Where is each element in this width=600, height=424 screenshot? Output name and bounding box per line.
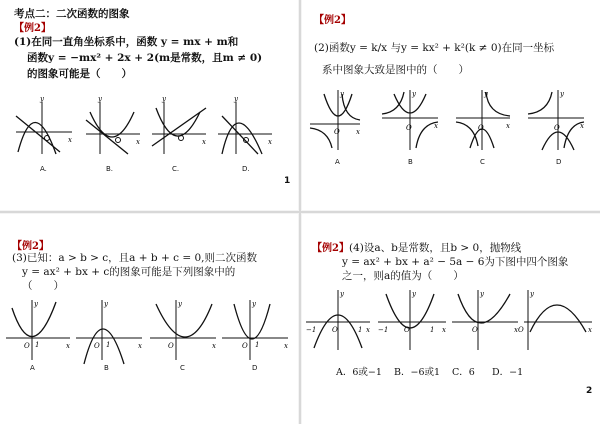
graph-d [528,90,584,150]
svg-text:y: y [340,290,344,298]
svg-text:y: y [340,90,344,98]
slide-3-line-1: (3)已知：a > b > c，且a + b + c = 0,则二次函数 [12,252,257,264]
slide-1-line-2: 函数y = −mx² + 2x + 2(m是常数，且m ≠ 0) [27,52,263,64]
y-label: y [234,95,238,103]
graph-c [150,300,216,360]
svg-text:O: O [478,124,484,132]
svg-text:O: O [332,326,338,334]
option-c-label: C [180,364,185,372]
slide-2 [302,0,600,210]
slide-4 [302,214,600,424]
svg-text:O: O [242,342,248,350]
x-label: x [68,136,72,144]
slide-4-line-1: 【例2】(4)设a、b是常数，且b > 0，抛物线 [312,242,522,254]
svg-text:y: y [560,90,564,98]
graph-c [456,90,510,150]
slide-4-line-3: 之一，则a的值为（ ） [342,270,464,282]
x-label: x [202,138,206,146]
slide-1 [0,0,298,210]
svg-text:1: 1 [255,341,260,349]
graph-b [382,90,438,150]
graph-1 [306,290,370,350]
slide-3-graphs [0,298,298,370]
svg-text:x: x [506,122,510,130]
option-a-label: A. [40,165,47,173]
option-c-label: C. [172,165,180,173]
svg-text:x: x [588,326,592,334]
y-label: y [40,95,44,103]
slide-3-line-2: y = ax² + bx + c的图象可能是下列图象中的 [22,266,236,278]
option-c-label: C [480,158,485,166]
svg-text:x: x [66,342,70,350]
svg-text:y: y [480,290,484,298]
svg-text:O: O [24,342,30,350]
graph-d [218,95,272,154]
svg-text:−1: −1 [306,326,317,334]
y-label: y [98,95,102,103]
svg-text:O: O [554,124,560,132]
answer-a: A．6或−1 [336,367,382,378]
slide-3-tag: 【例2】 [12,241,49,252]
slide-1-tag: 【例2】 [14,23,51,34]
svg-text:1: 1 [106,341,111,349]
svg-text:x: x [366,326,370,334]
graph-3 [452,290,518,350]
answer-c: C．6 [452,367,475,378]
graph-b [86,95,140,154]
svg-text:−1: −1 [378,326,389,334]
svg-text:x: x [212,342,216,350]
svg-text:O: O [168,342,174,350]
svg-text:y: y [252,300,256,308]
svg-text:O: O [404,326,410,334]
svg-text:y: y [484,90,488,98]
svg-text:O: O [334,128,340,136]
svg-text:x: x [580,122,584,130]
graph-a [310,90,360,150]
graph-a [6,300,70,360]
option-d-label: D [252,364,258,372]
svg-text:1: 1 [35,341,40,349]
option-d-label: D. [242,165,250,173]
option-b-label: B [408,158,413,166]
page-number: 1 [284,176,291,186]
svg-text:y: y [104,300,108,308]
graph-4 [518,290,592,350]
option-d-label: D [556,158,562,166]
x-label: x [268,138,272,146]
svg-text:y: y [178,300,182,308]
svg-text:1: 1 [358,326,363,334]
svg-text:O: O [518,326,524,334]
svg-text:O: O [406,124,412,132]
svg-text:x: x [284,342,288,350]
svg-text:x: x [356,128,360,136]
slide-2-line-1: (2)函数y = k/x 与y = kx² + k²(k ≠ 0)在同一坐标 [314,42,555,54]
slide-4-line-2: y = ax² + bx + a² − 5a − 6为下图中四个图象 [342,256,569,268]
svg-text:x: x [442,326,446,334]
svg-text:y: y [412,290,416,298]
slide-3 [0,214,298,424]
svg-text:O: O [472,326,478,334]
slide-1-line-1: (1)在同一直角坐标系中，函数 y = mx + m和 [14,36,239,48]
slide-4-tag: 【例2】 [312,243,349,254]
svg-text:x: x [434,122,438,130]
slide-2-line-2: 系中图象大致是图中的（ ） [322,64,469,76]
graph-2 [378,290,446,350]
slide-2-graphs [302,88,600,158]
slide-4-graphs [302,288,600,360]
svg-text:y: y [412,90,416,98]
option-a-label: A [335,158,340,166]
slide-divider-horizontal [0,211,600,213]
slide-3-line-3: （ ） [22,280,64,292]
svg-text:O: O [94,342,100,350]
svg-text:1: 1 [430,326,435,334]
svg-text:x: x [514,326,518,334]
answer-b: B．−6或1 [394,367,441,378]
y-label: y [162,95,166,103]
page-number: 2 [586,386,593,396]
answer-d: D．−1 [492,367,524,378]
graph-a [16,95,72,154]
option-b-label: B [104,364,109,372]
graph-d [222,300,288,360]
slide-1-heading: 考点二：二次函数的图象 [14,8,130,20]
svg-text:y: y [530,290,534,298]
option-a-label: A [30,364,35,372]
graph-c [152,95,206,154]
slide-2-tag: 【例2】 [314,15,351,26]
slide-1-graphs [0,92,298,172]
svg-text:x: x [138,342,142,350]
x-label: x [136,138,140,146]
svg-text:y: y [34,300,38,308]
graph-b [76,300,142,364]
option-b-label: B. [106,165,114,173]
slide-1-line-3: 的图象可能是（ ） [27,68,132,80]
